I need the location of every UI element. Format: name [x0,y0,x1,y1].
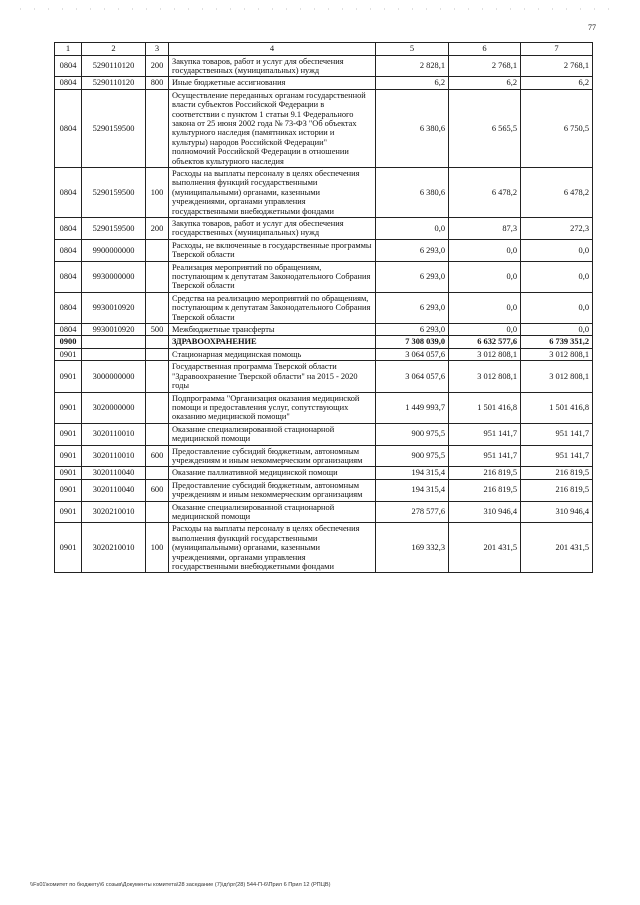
value-2020-cell: 272,3 [521,218,593,240]
value-2019-cell: 87,3 [449,218,521,240]
value-2019-cell: 1 501 416,8 [449,392,521,423]
code-cell: 3020110010 [82,423,146,445]
table-row [55,77,593,89]
value-2018-cell: 2 828,1 [376,55,449,77]
name-cell: Подпрограмма "Организация оказания медицинской помощи и предоставления услуг, сопутствующих оказанию медицинской помощи" [169,392,376,423]
name-cell: Расходы на выплаты персоналу в целях обеспечения выполнения функций государственными (муниципальными) органами, казенными учреждениями, органами управления государственными внебюджетными фондами [169,523,376,573]
section-cell: 0804 [55,89,82,167]
scan-artifact [20,8,620,10]
name-cell: Оказание паллиативной медицинской помощи [169,467,376,479]
page-number: 77 [588,23,596,32]
section-cell: 0804 [55,218,82,240]
name-cell: Оказание специализированной стационарной медицинской помощи [169,423,376,445]
table-row [55,467,593,479]
code-cell: 9930000000 [82,261,146,292]
name-cell: Предоставление субсидий бюджетным, автономным учреждениям и иным некоммерческим организациям [169,445,376,467]
type-cell [146,392,169,423]
value-2018-cell: 1 449 993,7 [376,392,449,423]
section-cell: 0901 [55,392,82,423]
value-2020-cell: 216 819,5 [521,467,593,479]
value-2020-cell: 6 739 351,2 [521,336,593,348]
value-2020-cell: 6,2 [521,77,593,89]
value-2019-cell: 0,0 [449,261,521,292]
table-row [55,324,593,336]
type-cell: 600 [146,479,169,501]
type-cell [146,467,169,479]
table-row [55,423,593,445]
value-2018-cell: 194 315,4 [376,467,449,479]
name-cell: Осуществление переданных органам государственной власти субъектов Российской Федерации в соответствии с пунктом 1 статьи 9.1 Федерального закона от 25 июня 2002 года № 73-ФЗ "Об объектах культурного наследия (памятниках истории и культуры) народов Российской Федерации" полномочий Российской Федерации в отношении объектов культурного наследия [169,89,376,167]
name-cell: Стационарная медицинская помощь [169,348,376,360]
table-row [55,292,593,323]
value-2020-cell: 951 141,7 [521,423,593,445]
value-2018-cell: 0,0 [376,218,449,240]
type-cell [146,89,169,167]
section-cell: 0804 [55,77,82,89]
name-cell: ЗДРАВООХРАНЕНИЕ [169,336,376,348]
type-cell [146,261,169,292]
name-cell: Закупка товаров, работ и услуг для обеспечения государственных (муниципальных) нужд [169,218,376,240]
table-row [55,445,593,467]
value-2019-cell: 0,0 [449,292,521,323]
section-cell: 0901 [55,501,82,523]
code-cell: 9900000000 [82,239,146,261]
section-cell: 0901 [55,479,82,501]
table-row [55,392,593,423]
code-cell [82,348,146,360]
section-cell: 0804 [55,55,82,77]
value-2019-cell: 216 819,5 [449,479,521,501]
code-cell: 9930010920 [82,292,146,323]
value-2020-cell: 0,0 [521,239,593,261]
type-cell [146,292,169,323]
value-2019-cell: 0,0 [449,324,521,336]
table-row [55,501,593,523]
name-cell: Межбюджетные трансферты [169,324,376,336]
code-cell: 3020110040 [82,467,146,479]
value-2019-cell: 951 141,7 [449,423,521,445]
name-cell: Государственная программа Тверской области "Здравоохранение Тверской области" на 2015 - 2020 годы [169,361,376,392]
value-2020-cell: 6 750,5 [521,89,593,167]
section-cell: 0804 [55,261,82,292]
value-2020-cell: 0,0 [521,324,593,336]
value-2018-cell: 6 380,6 [376,89,449,167]
name-cell: Расходы на выплаты персоналу в целях обеспечения выполнения функций государственными (муниципальными) органами, казенными учреждениями, органами управления государственными внебюджетными фондами [169,167,376,217]
value-2018-cell: 900 975,5 [376,423,449,445]
value-2020-cell: 3 012 808,1 [521,361,593,392]
code-cell: 3020110010 [82,445,146,467]
header-col-5: 5 [376,43,449,56]
value-2019-cell: 3 012 808,1 [449,348,521,360]
type-cell: 100 [146,167,169,217]
budget-table-container [54,42,592,573]
header-col-6: 6 [449,43,521,56]
value-2020-cell: 951 141,7 [521,445,593,467]
code-cell: 5290159500 [82,218,146,240]
value-2020-cell: 310 946,4 [521,501,593,523]
header-col-2: 2 [82,43,146,56]
type-cell: 800 [146,77,169,89]
value-2018-cell: 194 315,4 [376,479,449,501]
value-2019-cell: 310 946,4 [449,501,521,523]
name-cell: Закупка товаров, работ и услуг для обеспечения государственных (муниципальных) нужд [169,55,376,77]
value-2020-cell: 0,0 [521,261,593,292]
value-2020-cell: 1 501 416,8 [521,392,593,423]
file-path-footer: \\Fs01\комитет по бюджету\6 созыв\Документы комитета\28 заседание (7)\дг\рг(28) 544-П-6\Прил 6 Прил 12 (РПЦВ) [30,882,331,888]
table-row [55,167,593,217]
type-cell: 200 [146,55,169,77]
type-cell: 500 [146,324,169,336]
name-cell: Расходы, не включенные в государственные программы Тверской области [169,239,376,261]
table-row [55,239,593,261]
header-col-4: 4 [169,43,376,56]
value-2019-cell: 2 768,1 [449,55,521,77]
table-row [55,336,593,348]
section-cell: 0804 [55,239,82,261]
name-cell: Иные бюджетные ассигнования [169,77,376,89]
type-cell: 600 [146,445,169,467]
code-cell: 5290110120 [82,55,146,77]
table-row [55,348,593,360]
code-cell: 3000000000 [82,361,146,392]
value-2019-cell: 6 632 577,6 [449,336,521,348]
code-cell [82,336,146,348]
value-2018-cell: 169 332,3 [376,523,449,573]
value-2019-cell: 201 431,5 [449,523,521,573]
value-2018-cell: 3 064 057,6 [376,348,449,360]
value-2019-cell: 6,2 [449,77,521,89]
budget-table [54,42,593,573]
name-cell: Реализация мероприятий по обращениям, поступающим к депутатам Законодательного Собрания Тверской области [169,261,376,292]
section-cell: 0804 [55,324,82,336]
value-2019-cell: 951 141,7 [449,445,521,467]
value-2020-cell: 6 478,2 [521,167,593,217]
table-row [55,361,593,392]
table-row [55,218,593,240]
value-2019-cell: 216 819,5 [449,467,521,479]
type-cell [146,361,169,392]
value-2019-cell: 6 478,2 [449,167,521,217]
name-cell: Средства на реализацию мероприятий по обращениям, поступающим к депутатам Законодательного Собрания Тверской области [169,292,376,323]
value-2020-cell: 216 819,5 [521,479,593,501]
header-col-7: 7 [521,43,593,56]
value-2019-cell: 6 565,5 [449,89,521,167]
value-2018-cell: 7 308 039,0 [376,336,449,348]
type-cell: 200 [146,218,169,240]
code-cell: 3020000000 [82,392,146,423]
section-cell: 0901 [55,523,82,573]
value-2020-cell: 0,0 [521,292,593,323]
table-row [55,261,593,292]
table-header-row [55,43,593,56]
value-2020-cell: 3 012 808,1 [521,348,593,360]
code-cell: 3020210010 [82,501,146,523]
section-cell: 0901 [55,348,82,360]
value-2018-cell: 278 577,6 [376,501,449,523]
table-row [55,55,593,77]
code-cell: 3020210010 [82,523,146,573]
type-cell [146,348,169,360]
value-2018-cell: 6 293,0 [376,239,449,261]
value-2018-cell: 3 064 057,6 [376,361,449,392]
table-body [55,55,593,573]
value-2018-cell: 6 293,0 [376,324,449,336]
type-cell: 100 [146,523,169,573]
name-cell: Оказание специализированной стационарной медицинской помощи [169,501,376,523]
value-2018-cell: 6 293,0 [376,261,449,292]
value-2020-cell: 2 768,1 [521,55,593,77]
type-cell [146,336,169,348]
value-2018-cell: 900 975,5 [376,445,449,467]
section-cell: 0804 [55,167,82,217]
code-cell: 3020110040 [82,479,146,501]
code-cell: 5290159500 [82,89,146,167]
code-cell: 9930010920 [82,324,146,336]
section-cell: 0901 [55,467,82,479]
table-row [55,89,593,167]
section-cell: 0901 [55,445,82,467]
value-2018-cell: 6 380,6 [376,167,449,217]
name-cell: Предоставление субсидий бюджетным, автономным учреждениям и иным некоммерческим организациям [169,479,376,501]
value-2020-cell: 201 431,5 [521,523,593,573]
table-row [55,479,593,501]
code-cell: 5290110120 [82,77,146,89]
value-2019-cell: 3 012 808,1 [449,361,521,392]
section-cell: 0900 [55,336,82,348]
value-2018-cell: 6,2 [376,77,449,89]
value-2019-cell: 0,0 [449,239,521,261]
header-col-3: 3 [146,43,169,56]
code-cell: 5290159500 [82,167,146,217]
section-cell: 0901 [55,423,82,445]
section-cell: 0804 [55,292,82,323]
type-cell [146,239,169,261]
type-cell [146,501,169,523]
value-2018-cell: 6 293,0 [376,292,449,323]
section-cell: 0901 [55,361,82,392]
table-row [55,523,593,573]
type-cell [146,423,169,445]
header-col-1: 1 [55,43,82,56]
